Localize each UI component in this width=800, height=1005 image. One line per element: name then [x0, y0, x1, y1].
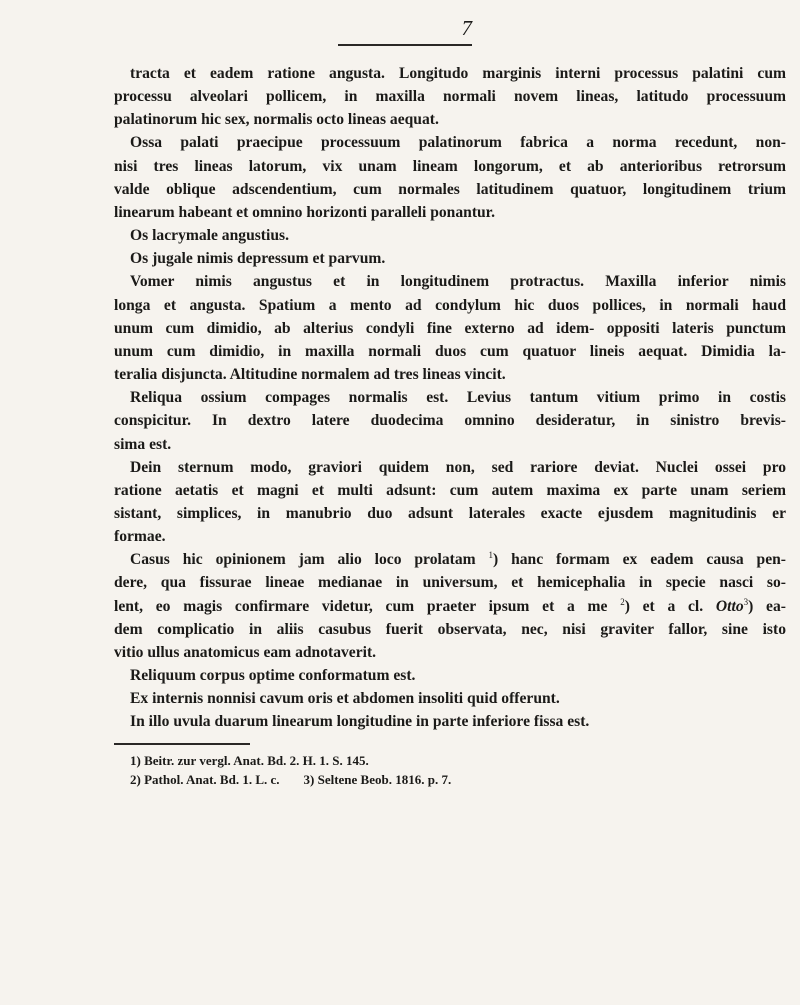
- text-line: vitio ullus anatomicus eam adnotaverit.: [114, 643, 377, 661]
- paragraph: [114, 247, 786, 270]
- footnotes: [114, 751, 786, 789]
- text-line: Reliquum corpus optime conformatum est.: [130, 667, 416, 685]
- text-line: Ossa palati praecipue processuum palatinorum fabrica a norma recedunt, non-: [130, 134, 786, 152]
- footnote-2: 2) Pathol. Anat. Bd. 1. L. c.: [130, 772, 280, 787]
- paragraph: [114, 62, 786, 131]
- footnote-1: 1) Beitr. zur vergl. Anat. Bd. 2. H. 1. S. 145.: [130, 753, 369, 768]
- text-line: nisi tres lineas latorum, vix unam lineam longorum, et ab anterioribus retrorsum: [114, 157, 786, 175]
- text-line: longa et angusta. Spatium a mento ad condylum hic duos pollices, in normali haud: [114, 296, 786, 314]
- paragraph-casus: [114, 548, 786, 664]
- page-number: 7: [461, 16, 472, 40]
- paragraph: [114, 386, 786, 455]
- text-line: formae.: [114, 528, 166, 546]
- text-line: Ex internis nonnisi cavum oris et abdomen insoliti quid offerunt.: [130, 690, 560, 708]
- paragraph-closing: [114, 664, 786, 733]
- text-line: lent, eo magis confirmare videtur, cum praeter ipsum et a me $^2$) et a cl. Otto$^3$) ea-: [114, 596, 786, 615]
- text-line: ratione aetatis et magni et multi adsunt: cum autem maxima ex parte unam seriem: [114, 481, 786, 499]
- body-text: [114, 62, 786, 734]
- text-line: conspicitur. In dextro latere duodecima omnino desideratur, in sinistro brevis-: [114, 412, 786, 430]
- text-line: dem complicatio in aliis casubus fuerit observata, nec, nisi graviter fallor, sine isto: [114, 620, 786, 638]
- paragraph: [114, 456, 786, 549]
- text-line: Vomer nimis angustus et in longitudinem protractus. Maxilla inferior nimis: [130, 273, 786, 291]
- footnote-ref: 3: [743, 596, 749, 607]
- text-line: sistant, simplices, in manubrio duo adsunt laterales exacte ejusdem magnitudinis er: [114, 504, 786, 522]
- page-header: [338, 16, 472, 46]
- text-line: teralia disjuncta. Altitudine normalem ad tres lineas vincit.: [114, 366, 506, 384]
- text-line: Casus hic opinionem jam alio loco prolatam $^1$) hanc formam ex eadem causa pen-: [130, 550, 786, 569]
- text-line: linearum habeant et omnino horizonti paralleli ponantur.: [114, 203, 496, 221]
- footnote-ref: 2: [620, 596, 625, 607]
- header-rule: [338, 44, 472, 46]
- text-line: Os lacrymale angustius.: [130, 227, 289, 245]
- text-line: In illo uvula duarum linearum longitudine in parte inferiore fissa est.: [130, 713, 590, 731]
- footnote-line-2: [114, 770, 786, 789]
- footnote-ref: 1: [488, 550, 493, 561]
- text-line: palatinorum hic sex, normalis octo lineas aequat.: [114, 111, 439, 129]
- text-line: valde oblique adscendentium, cum normales latitudinem quatuor, longitudinem trium: [114, 180, 786, 198]
- text-line: Reliqua ossium compages normalis est. Levius tantum vitium primo in costis: [130, 389, 786, 407]
- paragraph: [114, 224, 786, 247]
- text-line: Os jugale nimis depressum et parvum.: [130, 250, 386, 268]
- text-line: sima est.: [114, 435, 172, 453]
- text-line: tracta et eadem ratione angusta. Longitudo marginis interni processus palatini cum: [130, 65, 786, 82]
- text-line: processu alveolari pollicem, in maxilla normali novem lineas, latitudo processuum: [114, 88, 786, 106]
- text-line: Dein sternum modo, graviori quidem non, sed rariore deviat. Nuclei ossei pro: [130, 458, 786, 476]
- text-line: dere, qua fissurae lineae medianae in universum, et hemicephalia in specie nasci so-: [114, 574, 786, 592]
- text-line: unum cum dimidio, ab alterius condyli fine externo ad idem- oppositi lateris punctum: [114, 319, 786, 337]
- footnote-rule: [114, 743, 250, 745]
- footnote-3: 3) Seltene Beob. 1816. p. 7.: [303, 772, 452, 787]
- paragraph: [114, 131, 786, 224]
- paragraph: [114, 270, 786, 386]
- text-line: unum cum dimidio, in maxilla normali duos cum quatuor lineis aequat. Dimidia la-: [114, 342, 786, 360]
- author-name: Otto: [715, 597, 744, 615]
- paragraphs: [114, 62, 786, 548]
